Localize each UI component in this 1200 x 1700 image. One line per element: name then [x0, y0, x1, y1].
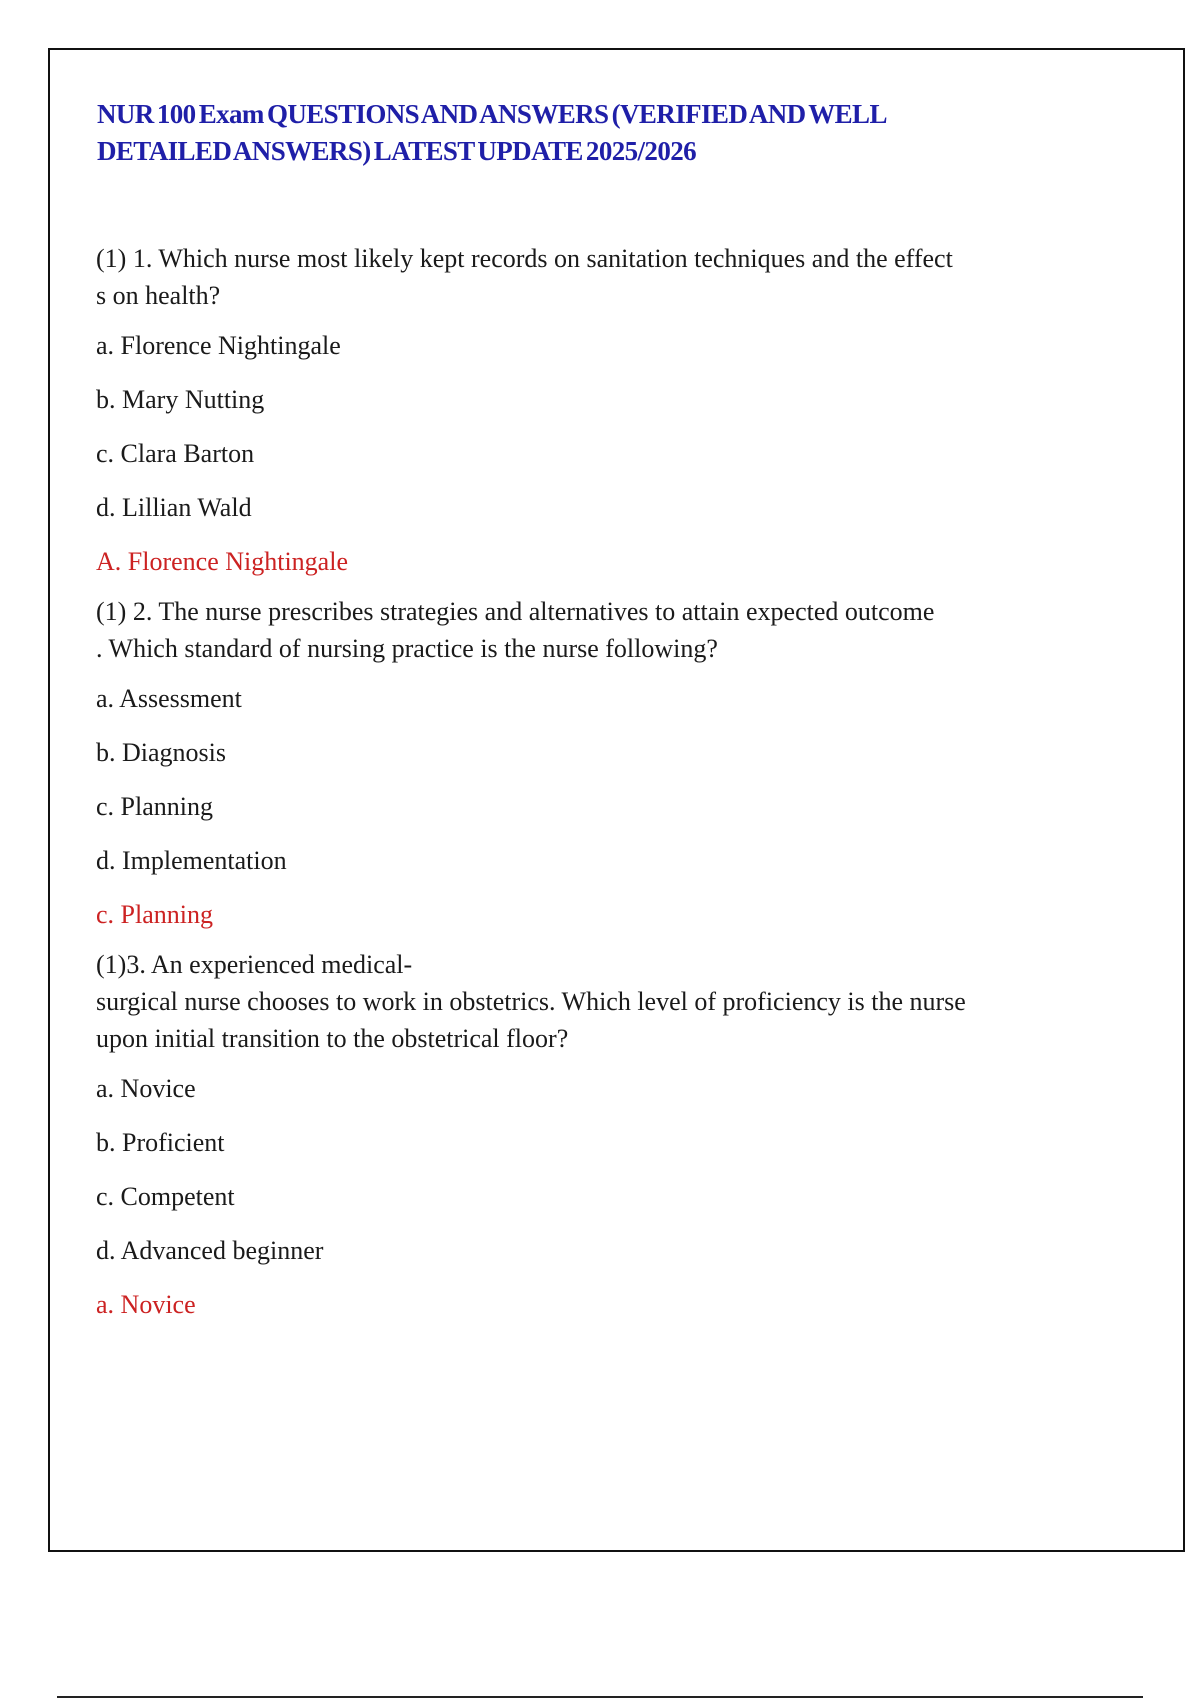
question-text: (1)3. An experienced medical- surgical nurse chooses to work in obstetrics. Which level of proficiency is the nurse upon initial transition to the obstetrical floor? — [96, 950, 966, 1053]
question-block — [96, 240, 1086, 580]
answer-option: d. Advanced beginner — [96, 1236, 324, 1265]
question-block — [96, 946, 1086, 1323]
answer-option: d. Implementation — [96, 846, 287, 875]
footer-divider — [57, 1696, 1143, 1698]
correct-answer: a. Novice — [96, 1290, 196, 1319]
answer-option: a. Assessment — [96, 684, 242, 713]
answer-option: c. Clara Barton — [96, 439, 255, 468]
question-text: (1) 2. The nurse prescribes strategies and alternatives to attain expected outcome . Which standard of nursing practice is the nurse following? — [96, 597, 935, 663]
answer-option: b. Mary Nutting — [96, 385, 265, 414]
correct-answer: A. Florence Nightingale — [96, 547, 348, 576]
answer-option: d. Lillian Wald — [96, 493, 252, 522]
answer-option: c. Planning — [96, 792, 213, 821]
title-line-1: NUR 100 Exam QUESTIONS AND ANSWERS (VERIFIED AND WELL — [97, 99, 887, 129]
question-block — [96, 593, 1086, 933]
question-text: (1) 1. Which nurse most likely kept records on sanitation techniques and the effect s on health? — [96, 244, 953, 310]
answer-option: b. Diagnosis — [96, 738, 226, 767]
document-title — [97, 96, 1017, 170]
title-line-2: DETAILED ANSWERS) LATEST UPDATE 2025/2026 — [97, 136, 697, 166]
answer-option: c. Competent — [96, 1182, 235, 1211]
answer-option: a. Novice — [96, 1074, 196, 1103]
answer-option: a. Florence Nightingale — [96, 331, 341, 360]
question-list — [96, 240, 1086, 1336]
answer-option: b. Proficient — [96, 1128, 225, 1157]
correct-answer: c. Planning — [96, 900, 213, 929]
